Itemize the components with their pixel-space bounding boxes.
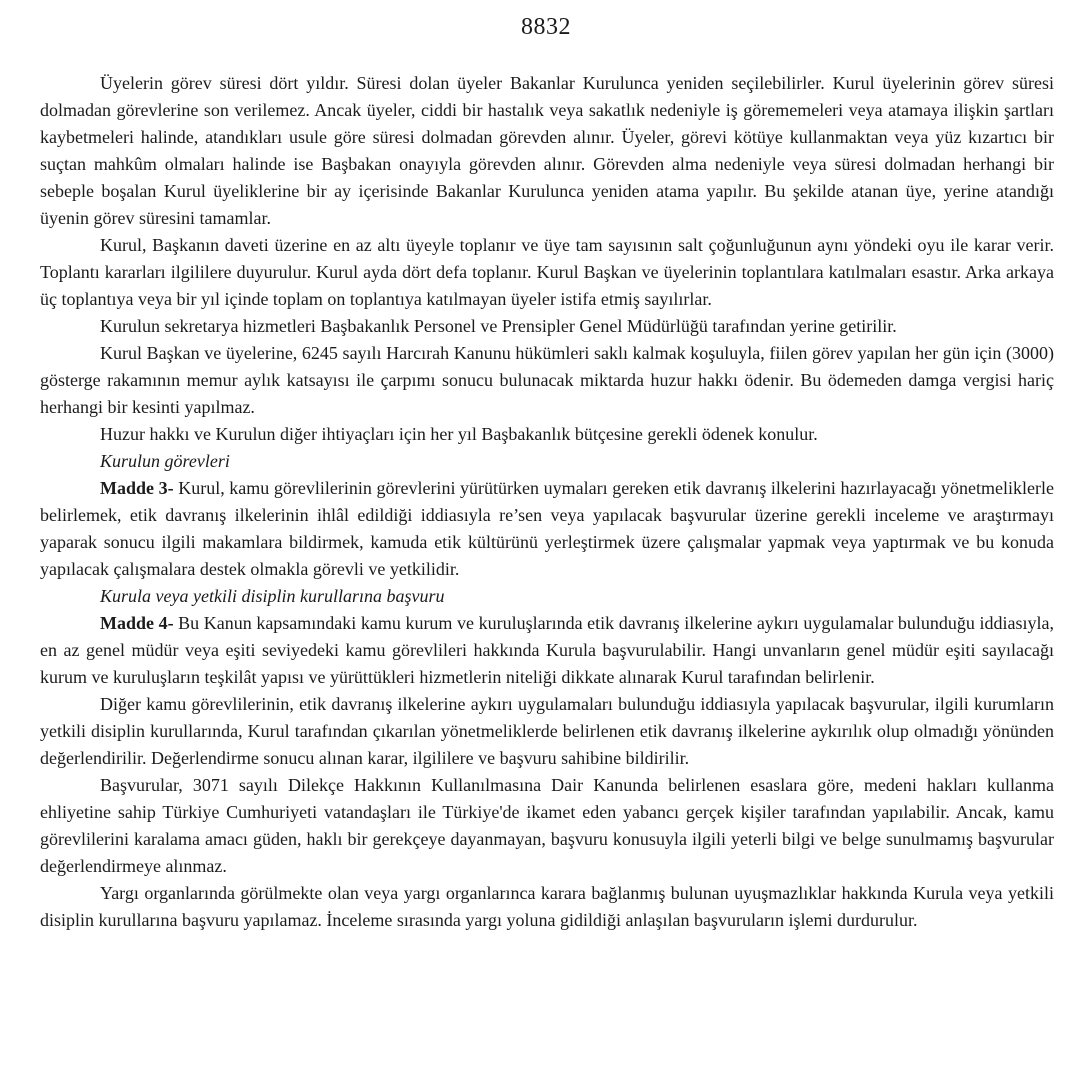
section-heading: Kurula veya yetkili disiplin kurullarına başvuru bbox=[100, 586, 445, 606]
paragraph: Yargı organlarında görülmekte olan veya yargı organlarınca karara bağlanmış bulunan uyuşmazlıklar hakkında Kurula veya yetkili disiplin kurullarına başvuru yapılamaz. İnceleme sırasında yargı yoluna gidildiği anlaşılan başvuruların işlemi durdurulur. bbox=[40, 883, 1054, 930]
article-number: Madde 3- bbox=[100, 478, 174, 498]
paragraph: Üyelerin görev süresi dört yıldır. Süresi dolan üyeler Bakanlar Kurulunca yeniden seçilebilirler. Kurul üyelerinin görev süresi dolmadan görevlerine son verilemez. Ancak üyeler, ciddi bir hastalık veya sakatlık nedeniyle iş görememeleri veya atamaya ilişkin şartları kaybetmeleri halinde, atandıkları usule göre süresi dolmadan görevden alınır. Üyeler, görevi kötüye kullanmaktan veya yüz kızartıcı bir suçtan mahkûm olmaları halinde ise Başbakan onayıyla görevden alınır. Görevden alma nedeniyle veya süresi dolmadan herhangi bir sebeple boşalan Kurul üyeliklerine bir ay içerisinde Bakanlar Kurulunca yeniden atama yapılır. Bu şekilde atanan üye, yerine atandığı üyenin görev süresini tamamlar. bbox=[40, 73, 1054, 228]
page-number: 8832 bbox=[521, 14, 571, 40]
paragraph: Madde 4- Bu Kanun kapsamındaki kamu kurum ve kuruluşlarında etik davranış ilkelerine aykırı uygulamalar bulunduğu iddiasıyla, en az genel müdür veya eşiti seviyedeki kamu görevlileri hakkında Kurula başvurulabilir. Hangi unvanların genel müdür eşiti sayılacağı kurum ve kuruluşların teşkilât yapısı ve yürüttükleri hizmetlerin niteliği dikkate alınarak Kurul tarafından belirlenir. bbox=[40, 613, 1054, 687]
paragraph: Diğer kamu görevlilerinin, etik davranış ilkelerine aykırı uygulamaları bulunduğu iddiasıyla yapılacak başvurular, ilgili kurumların yetkili disiplin kurullarında, Kurul tarafından çıkarılan yönetmeliklerde belirlenen etik davranış ilkelerine aykırılık olup olmadığı yönünden değerlendirilir. Değerlendirme sonucu alınan karar, ilgililere ve başvuru sahibine bildirilir. bbox=[40, 694, 1054, 768]
paragraph: Kurulun sekretarya hizmetleri Başbakanlık Personel ve Prensipler Genel Müdürlüğü tarafından yerine getirilir. bbox=[100, 316, 897, 336]
article-number: Madde 4- bbox=[100, 613, 174, 633]
paragraph: Huzur hakkı ve Kurulun diğer ihtiyaçları için her yıl Başbakanlık bütçesine gerekli ödenek konulur. bbox=[100, 424, 818, 444]
paragraph: Kurul Başkan ve üyelerine, 6245 sayılı Harcırah Kanunu hükümleri saklı kalmak koşuluyla, fiilen görev yapılan her gün için (3000) gösterge rakamının memur aylık katsayısı ile çarpımı sonucu bulunacak miktarda huzur hakkı ödenir. Bu ödemeden damga vergisi hariç herhangi bir kesinti yapılmaz. bbox=[40, 343, 1054, 417]
section-heading: Kurulun görevleri bbox=[100, 451, 230, 471]
paragraph: Kurul, Başkanın daveti üzerine en az altı üyeyle toplanır ve üye tam sayısının salt çoğunluğunun aynı yöndeki oyu ile karar verir. Toplantı kararları ilgililere duyurulur. Kurul ayda dört defa toplanır. Kurul Başkan ve üyelerinin toplantılara katılmaları esastır. Arka arkaya üç toplantıya veya bir yıl içinde toplam on toplantıya katılmayan üyeler istifa etmiş sayılırlar. bbox=[40, 235, 1054, 309]
paragraph: Başvurular, 3071 sayılı Dilekçe Hakkının Kullanılmasına Dair Kanunda belirlenen esaslara göre, medeni hakları kullanma ehliyetine sahip Türkiye Cumhuriyeti vatandaşları ile Türkiye'de ikamet eden yabancı gerçek kişiler tarafından yapılabilir. Ancak, kamu görevlilerini karalama amacı güden, haklı bir gerekçeye dayanmayan, başvuru konusuyla ilgili yeterli bilgi ve belge sunulmamış başvurular değerlendirmeye alınmaz. bbox=[40, 775, 1054, 876]
document-body bbox=[40, 70, 1054, 934]
paragraph: Madde 3- Kurul, kamu görevlilerinin görevlerini yürütürken uymaları gereken etik davranış ilkelerini hazırlayacağı yönetmeliklerle belirlemek, etik davranış ilkelerinin ihlâl edildiği iddiasıyla re’sen veya yapılacak başvurular üzerine gerekli inceleme ve araştırmayı yaparak sonucu ilgili makamlara bildirmek, kamuda etik kültürünü yerleştirmek üzere çalışmalar yapmak veya yaptırmak ve bu konuda yapılacak çalışmalara destek olmakla görevli ve yetkilidir. bbox=[40, 478, 1054, 579]
